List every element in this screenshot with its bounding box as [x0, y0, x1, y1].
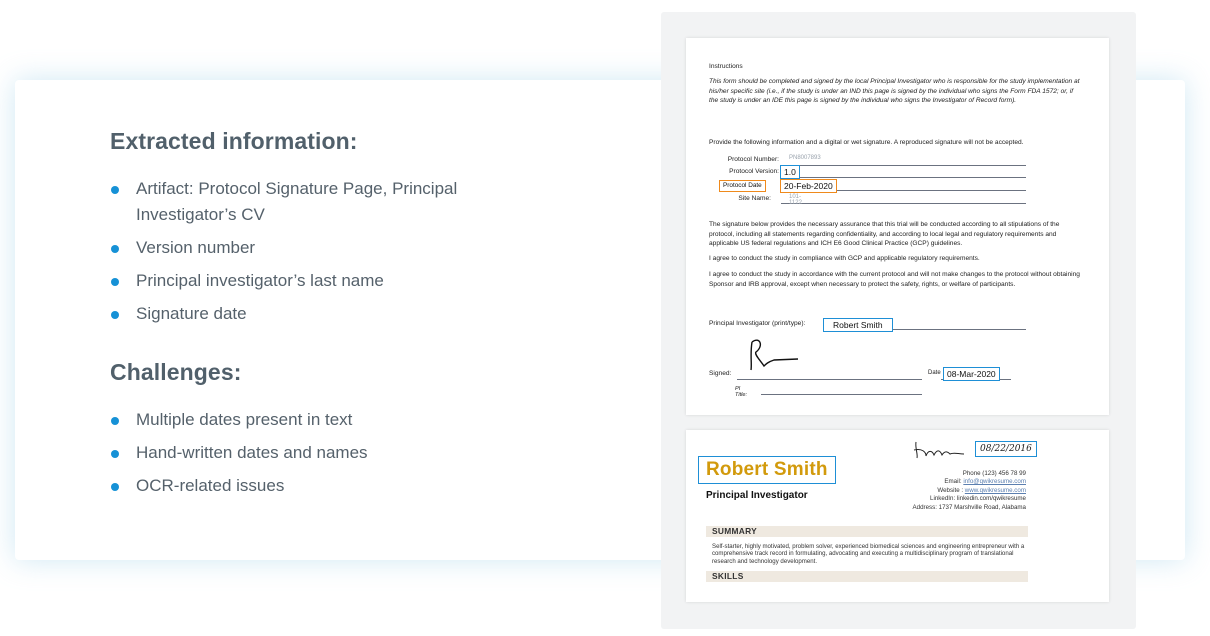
challenges-list	[110, 407, 540, 499]
cv-title: Principal Investigator	[706, 490, 808, 501]
extracted-heading: Extracted information:	[110, 128, 358, 154]
provide-text: Provide the following information and a digital or wet signature. A reproduced signature will not be accepted.	[709, 139, 1024, 146]
extracted-list	[110, 176, 540, 327]
summary-text: Self-starter, highly motivated, problem solver, experienced biomedical sciences and engineering entrepreneur with a comprehensive track record in formulating, advocating and executing a multidisciplinary program of translational research and technology development.	[712, 543, 1025, 565]
pi-value: Robert Smith	[823, 318, 893, 332]
assurance-paragraph: The signature below provides the necessary assurance that this trial will be conducted according to all stipulations of the protocol, including all statements regarding confidentiality, and according to local legal and regulatory requirements and applicable US federal regulations and ICH E6 Good Clinical Practice (GCP) guidelines.	[709, 221, 1060, 248]
site-name-value: 101-1122	[789, 194, 802, 206]
protocol-paragraph: I agree to conduct the study in accordance with the current protocol and will not make changes to the protocol without obtaining Sponsor and IRB approval, except when necessary to protect the safety, rights, or welfare of participants.	[709, 271, 1080, 288]
protocol-date-label: Protocol Date	[719, 180, 766, 192]
website-link[interactable]: www.qwikresume.com	[964, 486, 1026, 494]
instructions-title: Instructions	[709, 63, 743, 70]
site-name-label: Site Name:	[738, 195, 771, 202]
summary-heading: SUMMARY	[706, 526, 1028, 537]
list-item: Principal investigator’s last name	[110, 268, 540, 294]
handwritten-signature-icon	[746, 334, 806, 374]
bullet-icon	[111, 245, 119, 253]
field-line	[737, 379, 922, 380]
list-item: Hand-written dates and names	[110, 440, 540, 466]
protocol-version-value: 1.0	[780, 165, 800, 179]
date-label: Date	[928, 370, 941, 376]
list-item: Multiple dates present in text	[110, 407, 540, 433]
cv-name: Robert Smith	[698, 456, 836, 484]
bullet-icon	[111, 417, 119, 425]
field-line	[781, 165, 1026, 166]
signed-label: Signed:	[709, 370, 732, 377]
email-link[interactable]: info@qwikresume.com	[963, 478, 1026, 486]
handwritten-date: 08/22/2016	[975, 441, 1037, 457]
bullet-icon	[111, 278, 119, 286]
info-column	[110, 128, 540, 506]
email-row: Email: info@qwikresume.com	[944, 478, 1026, 486]
signature-page-document	[686, 38, 1109, 415]
list-item: Version number	[110, 235, 540, 261]
linkedin: LinkedIn: linkedin.com/qwikresume	[930, 495, 1026, 503]
protocol-date-value: 20-Feb-2020	[780, 179, 837, 193]
handwritten-signature-icon	[912, 438, 968, 464]
list-item: Signature date	[110, 301, 540, 327]
field-line	[781, 203, 1026, 204]
challenges-heading: Challenges:	[110, 359, 242, 385]
phone: Phone (123) 456 78 99	[962, 470, 1026, 477]
bullet-icon	[111, 483, 119, 491]
pi-title-label: PI Title:	[735, 386, 748, 398]
cv-document	[686, 430, 1109, 602]
contact-block	[886, 470, 1026, 512]
list-item: Artifact: Protocol Signature Page, Principal Investigator’s CV	[110, 176, 540, 228]
instructions-text: This form should be completed and signed by the local Principal Investigator who is responsible for the study implementation at his/her specific site (i.e., if the study is under an IND this page is signed by the individual who signs the Form FDA 1572; or, if the study is under an IDE this page is signed by the individual who signs the Investigator of Record form).	[709, 78, 1080, 105]
protocol-number-value: PN8007893	[789, 155, 821, 161]
address: Address: 1737 Marshville Road, Alabama	[912, 503, 1026, 511]
protocol-version-label: Protocol Version:	[729, 168, 779, 175]
bullet-icon	[111, 311, 119, 319]
bullet-icon	[111, 186, 119, 194]
protocol-number-label: Protocol Number:	[727, 156, 779, 163]
gcp-paragraph: I agree to conduct the study in compliance with GCP and applicable regulatory requirements.	[709, 255, 980, 262]
bullet-icon	[111, 450, 119, 458]
list-item: OCR-related issues	[110, 473, 540, 499]
skills-heading: SKILLS	[706, 571, 1028, 582]
pi-label: Principal Investigator (print/type):	[709, 320, 806, 327]
website-row: Website : www.qwikresume.com	[937, 486, 1026, 494]
signature-date-value: 08-Mar-2020	[943, 367, 1000, 381]
field-line	[761, 394, 922, 395]
field-line	[781, 177, 1026, 178]
